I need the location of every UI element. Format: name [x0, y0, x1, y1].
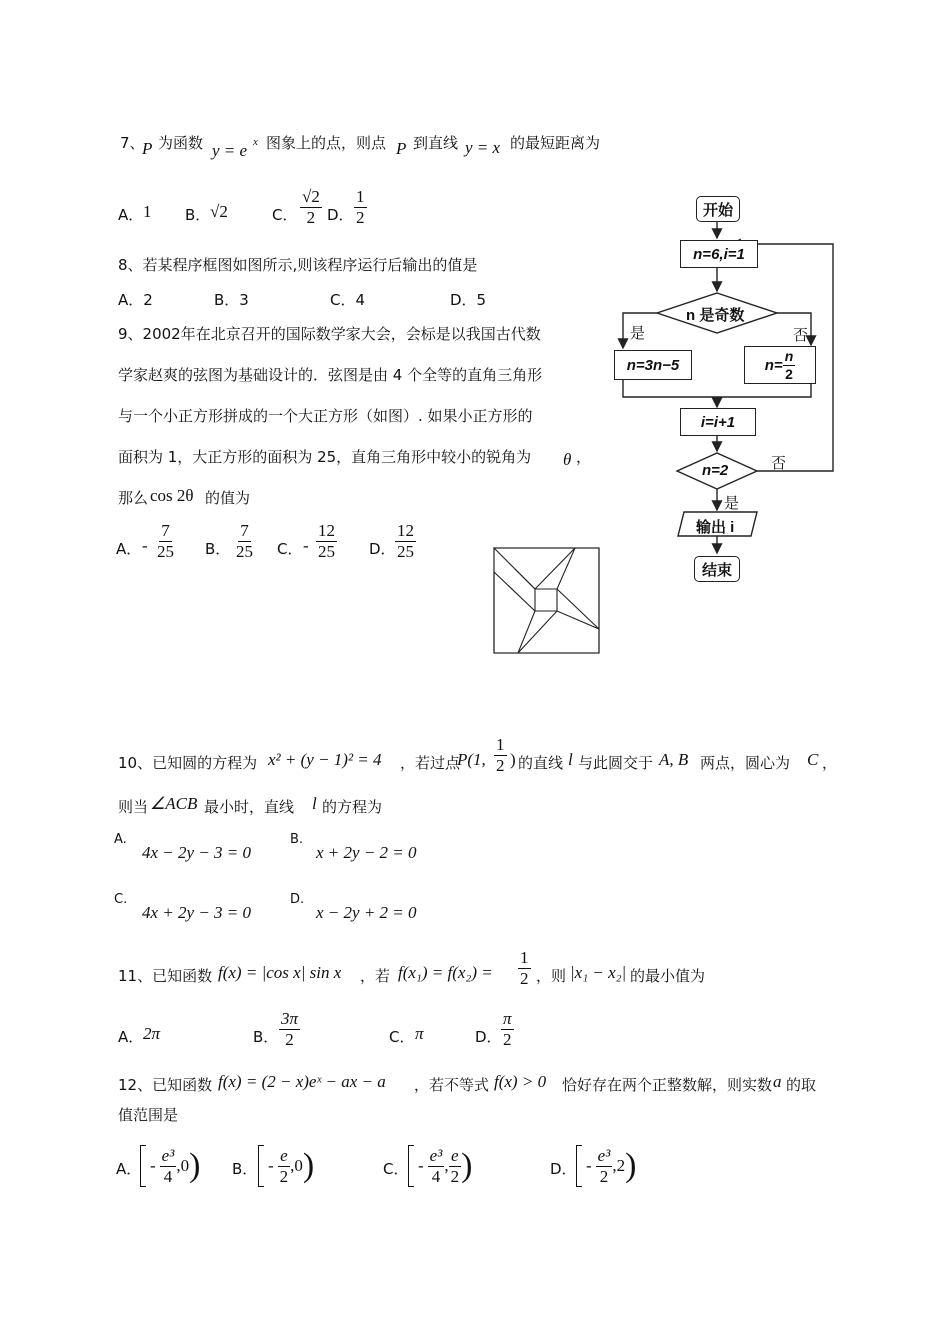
q10-option-c-value: 4x + 2y − 3 = 0	[142, 903, 252, 922]
flow-cond-n2-label: n=2	[702, 462, 729, 479]
q10-option-b-value: x + 2y − 2 = 0	[316, 843, 417, 862]
q7-function: y = e	[212, 141, 248, 160]
q10-point-suffix: )	[510, 750, 516, 769]
q10-option-d-label: D.	[290, 892, 305, 907]
q9-b-denominator: 25	[236, 541, 253, 561]
q12-a-fraction	[160, 1147, 177, 1186]
q11-option-a-value: 2π	[143, 1024, 161, 1043]
q9-line-5-end: 的值为	[205, 489, 251, 507]
q9-theta: θ	[563, 450, 572, 469]
q9-line-3: 与一个小正方形拼成的一个大正方形（如图）. 如果小正方形的	[118, 407, 533, 425]
q9-option-a-label: A．	[116, 540, 142, 558]
q12-c-denominator: 4	[431, 1166, 441, 1186]
q12-option-a-value	[140, 1144, 200, 1188]
flow-cond-odd-label: n 是奇数	[686, 307, 745, 324]
q8-option-d: D．5	[450, 291, 487, 309]
q12-d-tail: ,2	[612, 1156, 626, 1175]
q10-option-b-label: B.	[290, 832, 304, 847]
q11-b-denominator: 2	[285, 1029, 294, 1049]
q11-option-c-value: π	[415, 1024, 424, 1043]
q12-c-right-paren: )	[461, 1147, 473, 1184]
q12-b-sign: -	[268, 1156, 274, 1175]
q9-option-a-sign: -	[142, 536, 148, 555]
q9-cos2theta: cos 2θ	[150, 486, 194, 505]
xian-diagram	[493, 547, 601, 655]
q10-option-a-label: A.	[114, 832, 127, 847]
q7-number: 7、	[120, 134, 145, 152]
q11-option-b-label: B．	[253, 1028, 279, 1046]
q7-d-numerator: 1	[356, 187, 365, 206]
flow-yes2-label: 是	[724, 495, 740, 512]
q10-number: 10、已知圆的方程为	[118, 754, 258, 772]
q10-center-c: C	[807, 750, 819, 769]
q9-d-numerator: 12	[397, 521, 414, 540]
q12-c-sign: -	[418, 1156, 424, 1175]
q10-text-2: 的直线	[518, 754, 564, 772]
q12-c-denominator-2: 2	[450, 1166, 460, 1186]
q12-option-c-label: C．	[383, 1160, 409, 1178]
q11-d-numerator: π	[503, 1009, 512, 1028]
q11-option-d-fraction	[501, 1010, 514, 1049]
q12-a-left-bracket	[140, 1145, 146, 1187]
q9-c-denominator: 25	[318, 541, 335, 561]
q11-function: f(x) = |cos x| sin x	[218, 963, 342, 982]
q7-option-d-fraction	[354, 188, 367, 227]
q12-text-1: ，若不等式	[414, 1076, 490, 1094]
q11-text-1: ，若	[360, 967, 391, 985]
flow-no-box-den: 2	[785, 365, 793, 382]
q10-points-ab: A, B	[659, 750, 689, 769]
q9-line-5: 那么	[118, 489, 149, 507]
q12-d-left-bracket	[576, 1145, 582, 1187]
q7-line: y = x	[465, 138, 501, 157]
q11-cond-den: 2	[520, 968, 529, 988]
q11-option-a-label: A．	[118, 1028, 144, 1046]
q10-point-fraction	[494, 736, 507, 775]
q10-line-l2: l	[312, 794, 317, 813]
q7-option-c-fraction	[300, 188, 322, 227]
q8-option-c: C．4	[330, 291, 366, 309]
q8-option-b: B．3	[214, 291, 249, 309]
q9-a-denominator: 25	[157, 541, 174, 561]
q7-option-b-value: √2	[210, 202, 228, 221]
q11-condition-fraction	[518, 949, 531, 988]
q10-text-4: 两点，圆心为	[700, 754, 791, 772]
q12-text-2: 恰好存在两个正整数解，则实数	[562, 1076, 773, 1094]
small-square	[515, 569, 557, 611]
q12-d-fraction	[596, 1147, 613, 1186]
q12-option-d-value	[576, 1144, 636, 1188]
q12-a-tail: ,0	[176, 1156, 190, 1175]
q12-b-fraction	[278, 1147, 291, 1186]
flow-start: 开始	[696, 196, 740, 222]
q10-option-c-label: C.	[114, 892, 128, 907]
flow-no-box-lhs: n=	[764, 356, 783, 374]
q10-line-2b: 最小时，直线	[204, 798, 295, 816]
q10-equation: x² + (y − 1)² = 4	[268, 750, 382, 769]
q11-cond-num: 1	[520, 948, 529, 967]
q9-a-numerator: 7	[161, 521, 170, 540]
q10-point-den: 2	[496, 755, 505, 775]
q9-c-numerator: 12	[318, 521, 335, 540]
q12-c-fraction	[428, 1147, 445, 1186]
q12-line-2: 值范围是	[118, 1106, 179, 1124]
flow-no-label: 否	[793, 327, 809, 344]
q12-d-sign: -	[586, 1156, 592, 1175]
q7-point-p-2: P	[396, 139, 407, 158]
q10-text-1: ，若过点	[400, 754, 461, 772]
q7-c-denominator: 2	[306, 207, 316, 227]
q12-option-b-label: B．	[232, 1160, 258, 1178]
q12-a-numerator: e³	[161, 1145, 175, 1165]
q10-option-a-value: 4x − 2y − 3 = 0	[142, 843, 252, 862]
q9-option-c-fraction	[316, 522, 337, 561]
q11-option-c-label: C．	[389, 1028, 415, 1046]
flow-init: n=6,i=1	[680, 240, 758, 268]
q11-text-3: 的最小值为	[630, 967, 706, 985]
q8-option-a: A．2	[118, 291, 153, 309]
flow-no-box	[744, 346, 816, 384]
q12-a-denominator: 4	[163, 1166, 173, 1186]
flow-no-box-num: n	[784, 347, 794, 364]
q12-b-numerator: e	[280, 1145, 288, 1165]
q12-c-numerator-2: e	[451, 1145, 459, 1165]
q11-condition: f(x₁) = f(x₂) =	[398, 963, 493, 982]
q11-option-b-fraction	[279, 1010, 300, 1049]
q12-c-mid: ,	[444, 1156, 449, 1175]
q12-b-tail: ,0	[290, 1156, 303, 1175]
q12-a-sign: -	[150, 1156, 156, 1175]
q12-b-denominator: 2	[279, 1166, 289, 1186]
q12-option-a-label: A．	[116, 1160, 142, 1178]
q12-d-numerator: e³	[597, 1145, 611, 1165]
q10-angle: ∠ACB	[150, 794, 198, 813]
q11-option-d-label: D．	[475, 1028, 502, 1046]
q11-text-2: ，则	[536, 967, 567, 985]
q7-text-4: 的最短距离为	[510, 134, 601, 152]
q12-a-var: a	[773, 1072, 782, 1091]
q9-line-4: 面积为 1，大正方形的面积为 25，直角三角形中较小的锐角为	[118, 448, 532, 466]
q9-option-c-label: C．	[277, 540, 303, 558]
q7-point-p: P	[142, 139, 153, 158]
flow-no-box-fraction	[783, 349, 796, 381]
q9-option-d-label: D．	[369, 540, 396, 558]
q12-b-left-bracket	[258, 1145, 264, 1187]
q12-option-b-value	[258, 1144, 314, 1188]
flow-increment: i=i+1	[680, 408, 756, 436]
q10-point-num: 1	[496, 735, 505, 754]
q7-option-d-label: D．	[327, 206, 354, 224]
q9-option-d-fraction	[395, 522, 416, 561]
q9-option-c-sign: -	[303, 536, 309, 555]
q9-option-b-fraction	[234, 522, 255, 561]
q7-text-2: 图象上的点，则点	[266, 134, 387, 152]
q10-point-prefix: P(1,	[457, 750, 486, 769]
q7-text-1: 为函数	[158, 134, 204, 152]
q10-line-l: l	[568, 750, 573, 769]
q11-number: 11、已知函数	[118, 967, 213, 985]
q7-d-denominator: 2	[356, 207, 365, 227]
q12-a-right-paren: )	[189, 1147, 201, 1184]
q10-option-d-value: x − 2y + 2 = 0	[316, 903, 417, 922]
q12-option-d-label: D．	[550, 1160, 577, 1178]
q12-option-c-value	[408, 1144, 472, 1188]
q9-line-4-end: ，	[576, 448, 592, 466]
q10-line-2a: 则当	[118, 798, 149, 816]
q10-line-2c: 的方程为	[322, 798, 383, 816]
q7-option-b-label: B．	[185, 206, 211, 224]
q7-option-a-value: 1	[143, 202, 152, 221]
flow-end: 结束	[694, 556, 740, 582]
q12-c-fraction-2	[449, 1147, 462, 1186]
q12-number: 12、已知函数	[118, 1076, 213, 1094]
q12-inequality: f(x) > 0	[494, 1072, 547, 1091]
flow-no2-label: 否	[771, 455, 787, 472]
q12-d-right-paren: )	[625, 1147, 637, 1184]
q12-c-numerator: e³	[429, 1145, 443, 1165]
q7-text-3: 到直线	[413, 134, 459, 152]
q7-option-c-label: C．	[272, 206, 298, 224]
q8-text: 8、若某程序框图如图所示,则该程序运行后输出的值是	[118, 256, 478, 274]
q12-d-denominator: 2	[599, 1166, 609, 1186]
q12-function: f(x) = (2 − x)eˣ − ax − a	[218, 1072, 386, 1091]
q9-option-a-fraction	[155, 522, 176, 561]
q9-option-b-label: B．	[205, 540, 231, 558]
q7-c-numerator: √2	[302, 187, 320, 206]
q9-line-1: 9、2002年在北京召开的国际数学家大会，会标是以我国古代数	[118, 325, 541, 343]
flow-output-label: 输出 i	[696, 519, 735, 536]
q12-text-3: 的取	[786, 1076, 817, 1094]
q12-c-left-bracket	[408, 1145, 414, 1187]
q11-abs: |x₁ − x₂|	[570, 963, 627, 982]
q7-function-exponent: x	[253, 136, 258, 148]
q10-text-5: ，	[822, 754, 838, 772]
q10-text-3: 与此圆交于	[578, 754, 654, 772]
q11-b-numerator: 3π	[281, 1009, 299, 1028]
flow-yes-box: n=3n−5	[614, 350, 692, 380]
q9-line-2: 学家赵爽的弦图为基础设计的．弦图是由 4 个全等的直角三角形	[118, 366, 543, 384]
q12-b-right-paren: )	[302, 1147, 315, 1184]
q9-b-numerator: 7	[240, 521, 249, 540]
flow-yes-label: 是	[630, 325, 646, 342]
q7-option-a-label: A．	[118, 206, 144, 224]
q9-d-denominator: 25	[397, 541, 414, 561]
q11-d-denominator: 2	[503, 1029, 512, 1049]
